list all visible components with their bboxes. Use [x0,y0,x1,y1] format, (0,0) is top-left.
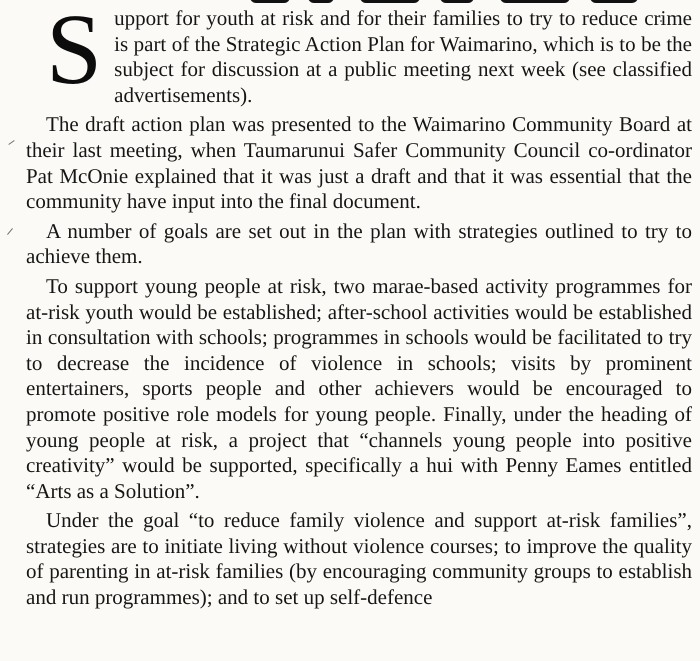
article-body [26,0,692,615]
article-paragraph-text: upport for youth at risk and for their families to try to reduce crime is part of the Strategic Action Plan for Waimarino, which is to be the subject for discussion at a public meeting next week (see classified advertisements). [114,6,692,107]
article-paragraph [26,0,692,108]
article-paragraph: Under the goal “to reduce family violence and support at-risk families”, strategies are to initiate living without violence courses; to improve the quality of parenting in at-risk families (by encouraging community groups to establish and run programmes); and to set up self-defence [26,508,692,610]
article-paragraph: To support young people at risk, two marae-based activity programmes for at-risk youth would be established; after-school activities would be established in consultation with schools; programmes in schools would be facilitated to try to decrease the incidence of violence in schools; visits by prominent entertainers, sports people and other achievers would be encouraged to promote positive role models for young people. Finally, under the heading of young people at risk, a project that “channels young people into positive creativity” would be supported, specifically a hui with Penny Eames entitled “Arts as a Solution”. [26,273,692,503]
margin-mark [7,228,13,235]
drop-cap: S [46,0,103,105]
article-paragraph: The draft action plan was presented to the Waimarino Community Board at their last meeting, when Taumarunui Safer Community Council co-ordinator Pat McOnie explained that it was just a draft and that it was essential that the community have input into the final document. [26,112,692,214]
margin-mark [8,140,14,145]
article-paragraph: A number of goals are set out in the plan with strategies outlined to try to achieve them. [26,218,692,269]
